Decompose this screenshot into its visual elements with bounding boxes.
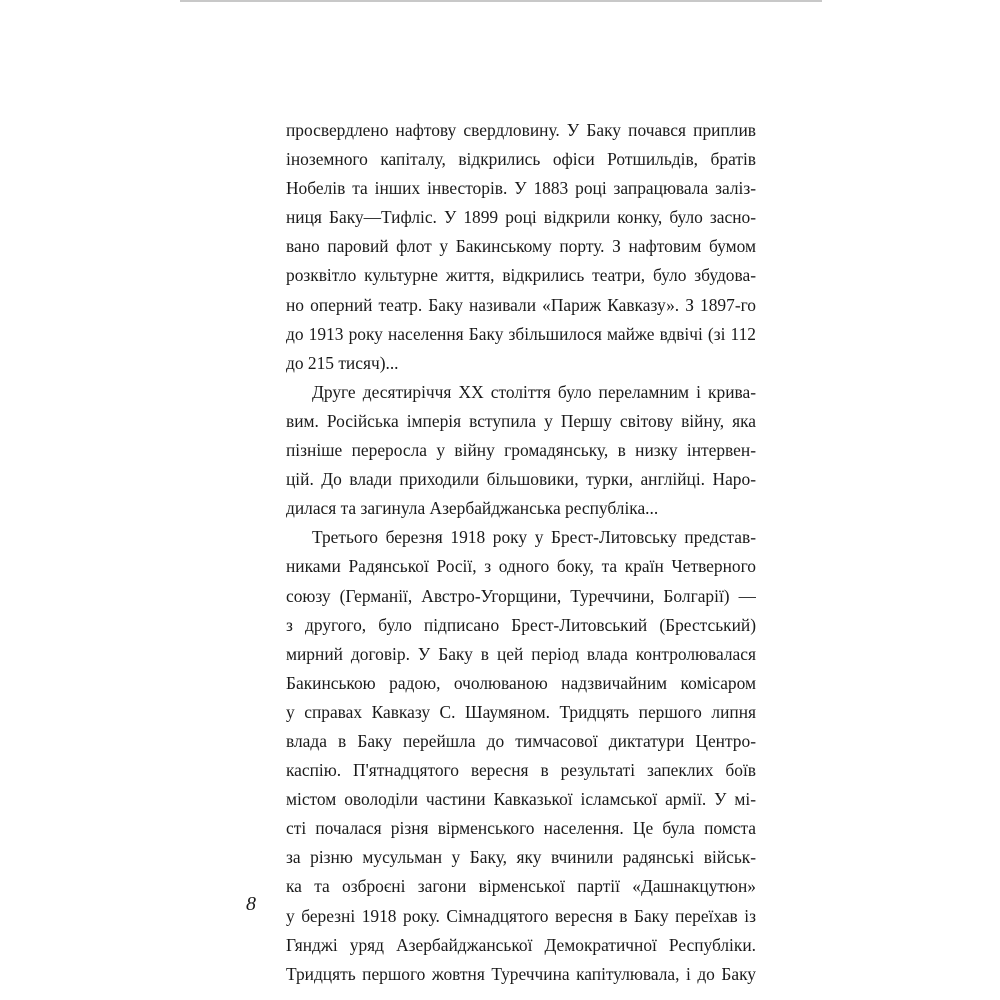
- text-line: влада в Баку перейшла до тимчасової диктатури Центро-: [286, 730, 756, 751]
- text-line: дилася та загинула Азербайджанська республіка...: [286, 498, 659, 519]
- text-line: вано паровий флот у Бакинському порту. З нафтовим бумом: [286, 236, 756, 257]
- page-number: 8: [246, 893, 256, 915]
- text-line: просвердлено нафтову свердловину. У Баку почався приплив: [286, 120, 756, 140]
- text-line: розквітло культурне життя, відкрились театри, було збудова-: [286, 265, 756, 286]
- text-line: містом оволоділи частини Кавказької ісламської армії. У мі-: [286, 789, 756, 810]
- text-line: никами Радянської Росії, з одного боку, та країн Четверного: [286, 556, 756, 577]
- text-line: каспію. П'ятнадцятого вересня в результаті запеклих боїв: [286, 760, 756, 781]
- top-divider: [180, 0, 822, 2]
- text-line: Гянджі уряд Азербайджанської Демократичної Республіки.: [286, 934, 756, 955]
- paragraph-1: [286, 116, 756, 378]
- text-line: у справах Кавказу С. Шаумяном. Тридцять першого липня: [286, 701, 756, 722]
- text-line: ка та озброєні загони вірменської партії «Дашнакцутюн»: [286, 876, 756, 897]
- text-line: но оперний театр. Баку називали «Париж Кавказу». З 1897-го: [286, 294, 756, 315]
- text-line: вим. Російська імперія вступила у Першу світову війну, яка: [286, 410, 756, 431]
- text-line: іноземного капіталу, відкрились офіси Ротшильдів, братів: [286, 149, 756, 170]
- body-text: [286, 116, 756, 989]
- text-line: Третього березня 1918 року у Брест-Литовську представ-: [312, 527, 756, 548]
- text-line: Бакинською радою, очолюваною надзвичайним комісаром: [286, 672, 756, 693]
- text-line: ниця Баку—Тифліс. У 1899 році відкрили конку, було засно-: [286, 207, 756, 228]
- text-line: за різню мусульман у Баку, яку вчинили радянські військ-: [286, 847, 756, 868]
- text-line: Нобелів та інших інвесторів. У 1883 році запрацювала заліз-: [286, 178, 756, 199]
- text-line: Друге десятиріччя XX століття було переламним і крива-: [312, 381, 756, 402]
- text-line: сті почалася різня вірменського населення. Це була помста: [286, 818, 756, 839]
- text-line: до 1913 року населення Баку збільшилося майже вдвічі (зі 112: [286, 323, 756, 344]
- text-line: у березні 1918 року. Сімнадцятого вересня в Баку переїхав із: [286, 905, 756, 926]
- text-line: мирний договір. У Баку в цей період влада контролювалася: [286, 643, 756, 664]
- text-line: цій. До влади приходили більшовики, турки, англійці. Наро-: [286, 469, 756, 490]
- paragraph-2: [286, 378, 756, 523]
- text-line: пізніше переросла у війну громадянську, в низку інтервен-: [286, 440, 756, 461]
- text-line: союзу (Германії, Австро-Угорщини, Туреччини, Болгарії) —: [286, 585, 756, 606]
- text-line: з другого, було підписано Брест-Литовський (Брестський): [286, 614, 756, 635]
- text-line: до 215 тисяч)...: [286, 352, 399, 373]
- paragraph-3: [286, 523, 756, 989]
- text-line: Тридцять першого жовтня Туреччина капітулювала, і до Баку: [286, 963, 756, 984]
